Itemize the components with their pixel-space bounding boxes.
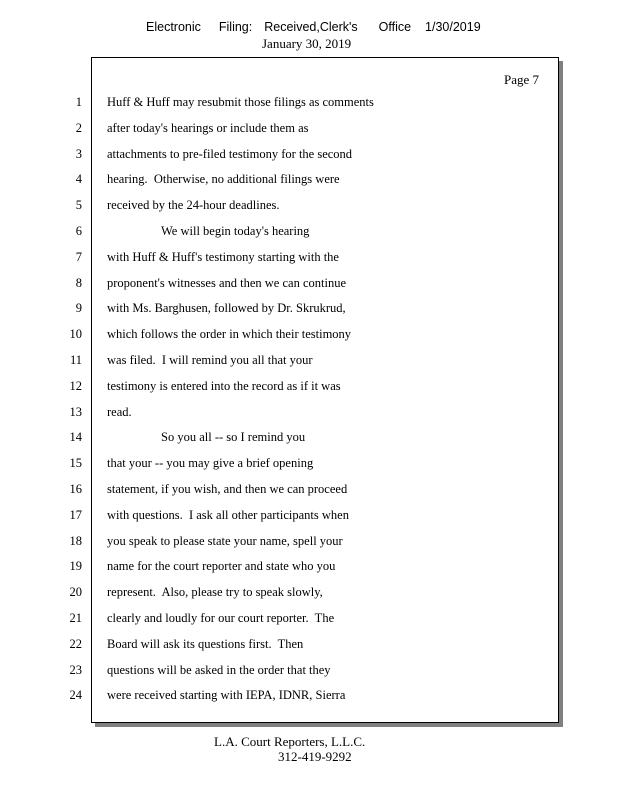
transcript-line-6	[0, 221, 618, 247]
line-text: clearly and loudly for our court reporter. The	[107, 610, 335, 625]
line-number: 10	[69, 327, 82, 342]
transcript-line-19	[0, 556, 618, 582]
line-text: represent. Also, please try to speak slowly,	[107, 585, 323, 600]
line-text: Huff & Huff may resubmit those filings as comments	[107, 95, 374, 109]
line-text: testimony is entered into the record as if it was	[107, 378, 341, 393]
transcript-line-8	[0, 273, 618, 299]
line-number: 6	[75, 223, 82, 238]
line-text: with questions. I ask all other participants when	[107, 507, 349, 522]
line-text: were received starting with IEPA, IDNR, Sierra	[107, 688, 346, 703]
line-number: 2	[75, 120, 82, 135]
transcript-line-5	[0, 195, 618, 221]
line-text: which follows the order in which their testimony	[107, 327, 352, 342]
line-number: 14	[69, 430, 82, 445]
transcript-line-11	[0, 350, 618, 376]
line-text: read.	[107, 404, 132, 419]
transcript-line-17	[0, 505, 618, 531]
stamp-filing: Filing:	[218, 20, 253, 34]
line-number: 16	[69, 481, 82, 496]
line-text: hearing. Otherwise, no additional filings were	[107, 172, 340, 187]
transcript-line-7	[0, 247, 618, 273]
transcript-line-3	[0, 144, 618, 170]
document-date: January 30, 2019	[262, 36, 352, 51]
transcript-line-21	[0, 608, 618, 634]
line-text: you speak to please state your name, spell your	[107, 533, 343, 548]
line-number: 15	[69, 456, 82, 471]
line-text: proponent's witnesses and then we can continue	[107, 275, 346, 290]
line-text: attachments to pre-filed testimony for the second	[107, 146, 353, 161]
transcript-lines	[0, 92, 618, 711]
line-text: We will begin today's hearing	[161, 223, 310, 238]
transcript-line-18	[0, 531, 618, 557]
line-number: 3	[75, 146, 82, 161]
transcript-line-14	[0, 427, 618, 453]
line-number: 18	[69, 533, 82, 548]
line-number: 23	[69, 662, 82, 677]
transcript-line-22	[0, 634, 618, 660]
line-text: So you all -- so I remind you	[161, 430, 306, 445]
line-number: 22	[69, 636, 82, 651]
line-text: received by the 24-hour deadlines.	[107, 198, 280, 213]
transcript-line-13	[0, 402, 618, 428]
line-number: 8	[75, 275, 82, 290]
transcript-line-10	[0, 324, 618, 350]
line-text: that your -- you may give a brief opening	[107, 456, 314, 471]
stamp-electronic: Electronic	[146, 20, 201, 34]
line-text: after today's hearings or include them as	[107, 120, 309, 135]
transcript-line-23	[0, 660, 618, 686]
transcript-line-9	[0, 298, 618, 324]
line-number: 4	[75, 172, 82, 187]
stamp-office: Office	[378, 20, 412, 34]
transcript-line-15	[0, 453, 618, 479]
line-number: 13	[69, 404, 82, 419]
line-text: Board will ask its questions first. Then	[107, 636, 304, 651]
line-number: 5	[75, 198, 82, 213]
line-number: 21	[69, 610, 82, 625]
transcript-line-24	[0, 685, 618, 711]
transcript-line-20	[0, 582, 618, 608]
footer-company: L.A. Court Reporters, L.L.C.	[214, 734, 366, 749]
line-number: 17	[69, 507, 82, 522]
stamp-received: Received,Clerk's	[264, 20, 358, 34]
line-text: statement, if you wish, and then we can proceed	[107, 481, 348, 496]
line-text: name for the court reporter and state who you	[107, 559, 336, 574]
line-number: 20	[69, 585, 82, 600]
stamp-date: 1/30/2019	[425, 20, 481, 34]
transcript-line-4	[0, 169, 618, 195]
transcript-line-12	[0, 376, 618, 402]
line-number: 19	[69, 559, 82, 574]
line-number: 7	[75, 249, 82, 264]
transcript-line-1	[0, 92, 618, 118]
line-text: with Ms. Barghusen, followed by Dr. Skrukrud,	[107, 301, 346, 316]
line-text: with Huff & Huff's testimony starting with the	[107, 249, 339, 264]
line-text: questions will be asked in the order that they	[107, 662, 331, 677]
filing-stamp	[146, 20, 481, 34]
transcript-line-16	[0, 479, 618, 505]
line-text: was filed. I will remind you all that your	[107, 352, 313, 367]
footer-phone: 312-419-9292	[278, 749, 352, 764]
line-number: 1	[75, 95, 82, 109]
line-number: 9	[75, 301, 82, 316]
line-number: 24	[69, 688, 82, 703]
line-number: 11	[69, 352, 82, 367]
line-number: 12	[69, 378, 82, 393]
transcript-line-2	[0, 118, 618, 144]
page-number: Page 7	[504, 72, 540, 87]
